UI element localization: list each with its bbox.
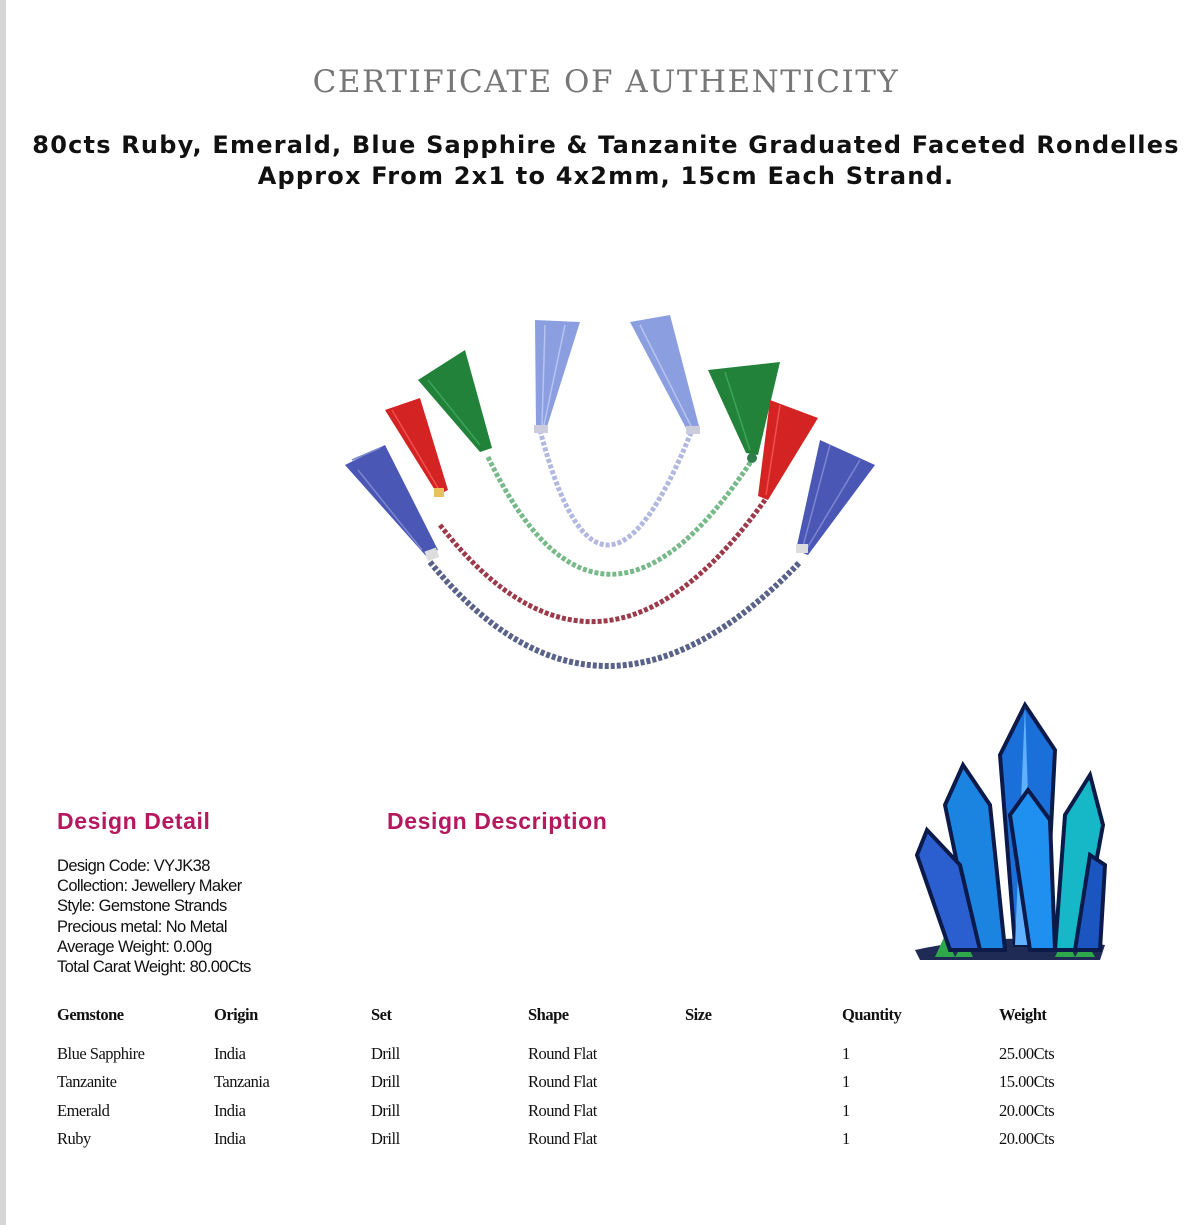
cell-gemstone: Tanzanite: [57, 1072, 117, 1092]
cell-weight: 20.00Cts: [999, 1129, 1055, 1149]
product-title: [0, 130, 1200, 192]
column-header-size: Size: [685, 1005, 712, 1024]
cell-gemstone: Ruby: [57, 1129, 91, 1149]
design-detail-list: [57, 856, 251, 977]
cell-quantity: 1: [842, 1129, 850, 1149]
cell-size: [685, 1097, 842, 1125]
style: Style: Gemstone Strands: [57, 897, 227, 916]
tanzanite-tassel-left: [534, 320, 580, 433]
ruby-strand: [440, 500, 765, 622]
product-image: [330, 300, 890, 700]
cell-gemstone: Emerald: [57, 1100, 110, 1120]
design-description-heading: Design Description: [387, 808, 608, 834]
precious-metal: Precious metal: No Metal: [57, 917, 227, 936]
cell-gemstone: Blue Sapphire: [57, 1044, 145, 1064]
cell-origin: Tanzania: [214, 1072, 270, 1092]
cell-shape: Round Flat: [528, 1044, 597, 1064]
table-row: [57, 1040, 1119, 1068]
cell-weight: 15.00Cts: [999, 1072, 1055, 1092]
table-header-row: [57, 1000, 1119, 1040]
cell-quantity: 1: [842, 1072, 850, 1092]
tanzanite-strand: [540, 430, 692, 545]
cell-quantity: 1: [842, 1100, 850, 1120]
cell-quantity: 1: [842, 1044, 850, 1064]
tanzanite-tassel-right: [630, 315, 700, 434]
product-title-line-1: 80cts Ruby, Emerald, Blue Sapphire & Tanzanite Graduated Faceted Rondelles: [32, 131, 1180, 159]
gemstone-table: [57, 1000, 1119, 1153]
design-code: Design Code: VYJK38: [57, 857, 210, 875]
cell-origin: India: [214, 1044, 246, 1064]
emerald-strand: [488, 457, 752, 574]
cell-set: Drill: [371, 1072, 400, 1092]
column-header-shape: Shape: [528, 1005, 569, 1024]
crystal-cluster-image: [905, 695, 1110, 965]
column-header-quantity: Quantity: [842, 1005, 902, 1024]
cell-origin: India: [214, 1129, 246, 1149]
cell-set: Drill: [371, 1100, 400, 1120]
cell-size: [685, 1125, 842, 1153]
average-weight: Average Weight: 0.00g: [57, 937, 212, 956]
cell-size: [685, 1040, 842, 1068]
cell-set: Drill: [371, 1044, 400, 1064]
cell-shape: Round Flat: [528, 1129, 597, 1149]
cell-weight: 20.00Cts: [999, 1100, 1055, 1120]
sapphire-tassel-right: [796, 440, 875, 555]
column-header-weight: Weight: [999, 1005, 1047, 1024]
column-header-origin: Origin: [214, 1005, 258, 1024]
table-row: [57, 1125, 1119, 1153]
cell-weight: 25.00Cts: [999, 1044, 1055, 1064]
product-title-line-2: Approx From 2x1 to 4x2mm, 15cm Each Strand.: [257, 162, 955, 190]
certificate-title: CERTIFICATE OF AUTHENTICITY: [312, 64, 900, 100]
column-header-gemstone: Gemstone: [57, 1005, 124, 1024]
table-row: [57, 1068, 1119, 1096]
cell-size: [685, 1068, 842, 1096]
total-carat-weight: Total Carat Weight: 80.00Cts: [57, 958, 251, 977]
cell-shape: Round Flat: [528, 1100, 597, 1120]
cell-set: Drill: [371, 1129, 400, 1149]
cell-shape: Round Flat: [528, 1072, 597, 1092]
table-row: [57, 1097, 1119, 1125]
cell-origin: India: [214, 1100, 246, 1120]
design-detail-heading: Design Detail: [57, 808, 211, 834]
column-header-set: Set: [371, 1005, 392, 1024]
collection: Collection: Jewellery Maker: [57, 877, 242, 896]
